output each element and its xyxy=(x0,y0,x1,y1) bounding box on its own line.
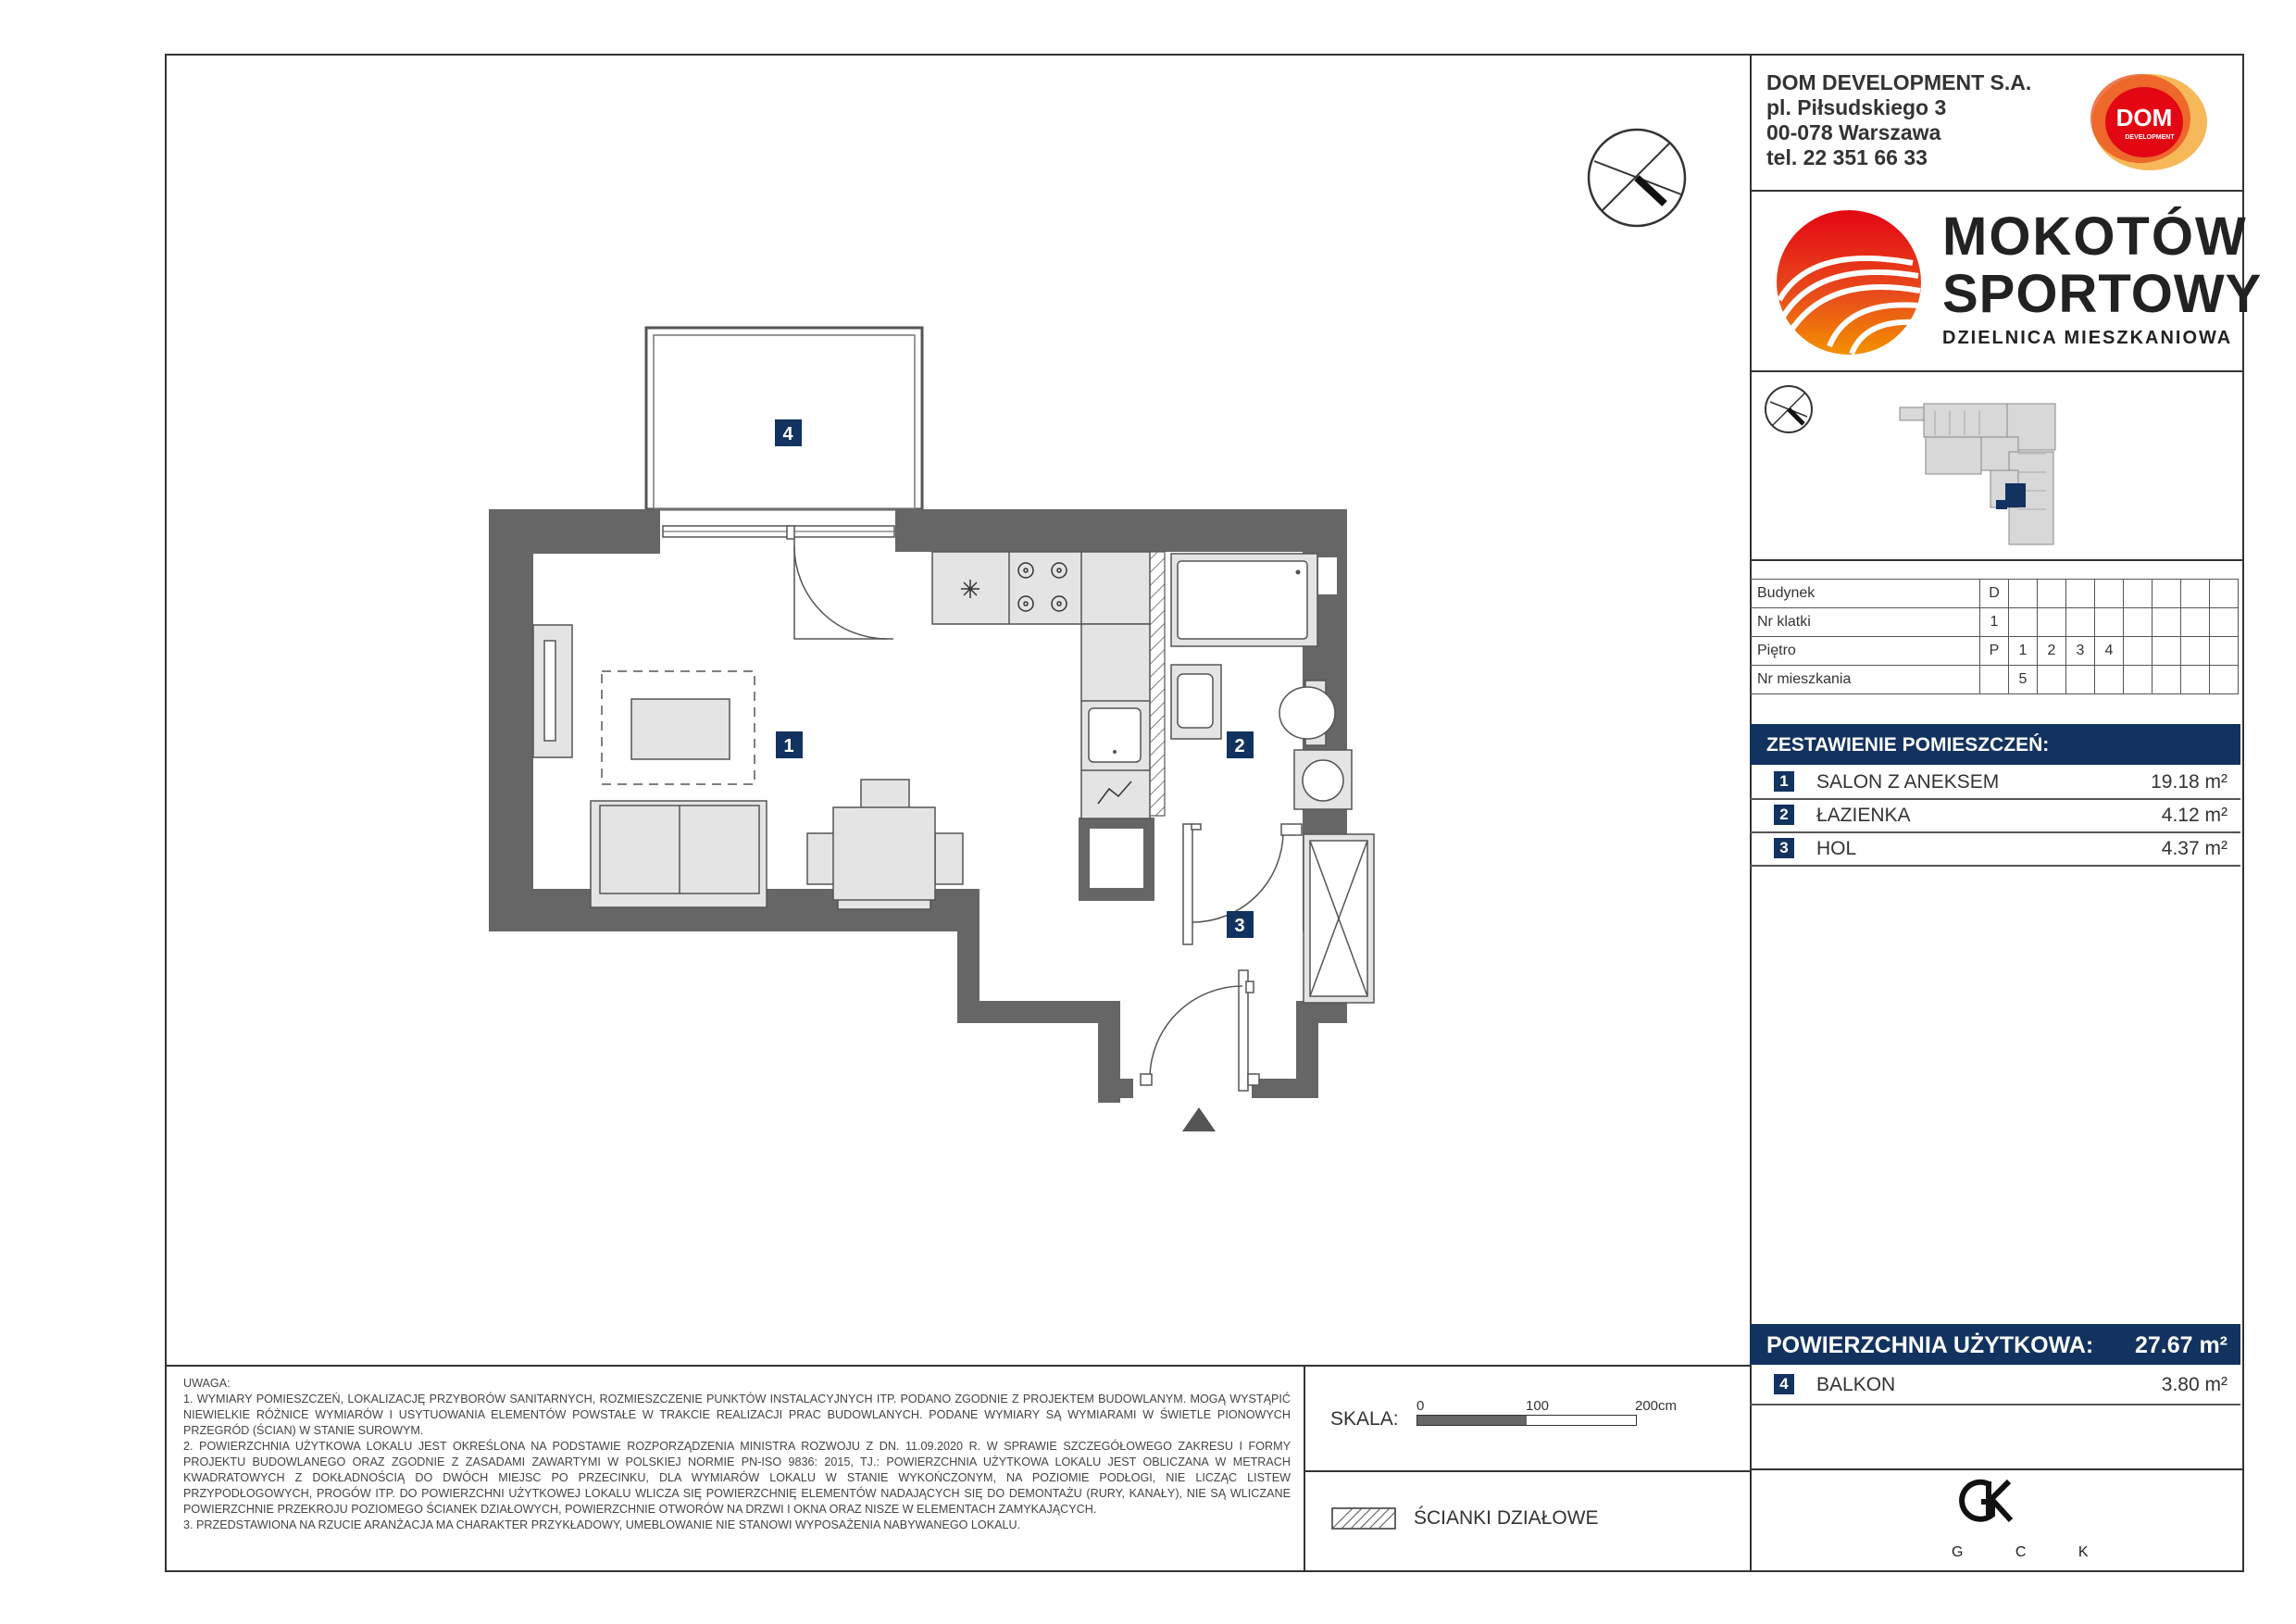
location-cell xyxy=(1980,666,2009,694)
location-cell xyxy=(2210,666,2239,694)
gck-letters: G C K xyxy=(1952,1544,2113,1560)
scale-legend-divider xyxy=(1304,1470,1750,1472)
gck-logo xyxy=(1944,1476,2046,1537)
room-name: SALON Z ANEKSEM xyxy=(1816,771,2000,793)
location-cell xyxy=(2181,608,2210,637)
usable-area-label: POWIERZCHNIA UŻYTKOWA: xyxy=(1766,1332,2094,1358)
compass-small-icon xyxy=(1763,383,1815,435)
plan-label-1: 1 xyxy=(783,736,794,756)
partition-legend-label: ŚCIANKI DZIAŁOWE xyxy=(1414,1507,1599,1529)
rooms-header-label: ZESTAWIENIE POMIESZCZEŃ: xyxy=(1766,734,2050,756)
company-name: DOM DEVELOPMENT S.A. xyxy=(1766,70,2032,94)
location-cell xyxy=(2095,580,2124,608)
building-key-plan xyxy=(1898,398,2083,556)
location-cell xyxy=(2038,580,2066,608)
company-phone: tel. 22 351 66 33 xyxy=(1766,145,1928,169)
balcony-row xyxy=(1750,1368,2240,1405)
location-cell: D xyxy=(1980,580,2009,608)
location-cell: 1 xyxy=(1980,608,2009,637)
notes-title: UWAGA: xyxy=(183,1377,231,1390)
location-cell xyxy=(2009,608,2038,637)
location-cell xyxy=(2181,637,2210,666)
plan-label-4: 4 xyxy=(782,424,793,444)
note-item: 1. WYMIARY POMIESZCZEŃ, LOKALIZACJĘ PRZYBORÓW SANITARNYCH, ROZMIESZCZENIE PUNKTÓW INSTALACYJNYCH ITP. PODANO ZGODNIE Z PROJEKTEM BUDOWLANYM. MOGĄ WYSTĄPIĆ NIEWIELKIE RÓŻNICE WYMIARÓW I USYTUOWANIA ELEMENTÓW POWSTAŁE W TRAKCIE REALIZACJI PRAC BUDOWLANYCH. PODANE WYMIARY SĄ WYMIARAMI W ŚWIETLE PIONOWYCH PRZEGRÓD (ŚCIAN) W STANIE SUROWYM. xyxy=(183,1393,1291,1437)
scale-bar xyxy=(1416,1415,1637,1426)
room-area: 19.18 m² xyxy=(2151,771,2227,793)
plan-label-2: 2 xyxy=(1234,736,1245,756)
notes-block xyxy=(183,1376,1291,1533)
dom-logo-subtext: DEVELOPMENT xyxy=(2125,134,2175,141)
location-table xyxy=(1750,579,2239,694)
location-cell xyxy=(2124,637,2152,666)
usable-area-bar xyxy=(1750,1324,2240,1365)
location-cell: 5 xyxy=(2009,666,2038,694)
location-row-label: Piętro xyxy=(1750,637,1980,666)
location-cell xyxy=(2152,666,2181,694)
location-cell xyxy=(2095,608,2124,637)
room-row xyxy=(1750,799,2240,833)
location-cell xyxy=(2124,608,2152,637)
location-cell xyxy=(2124,666,2152,694)
floor-plan xyxy=(481,324,1398,1148)
scale-divider xyxy=(1304,1365,1305,1570)
room-number-badge: 3 xyxy=(1774,838,1794,858)
location-row xyxy=(1750,608,2239,637)
company-divider xyxy=(1750,190,2242,192)
project-title-line2: SPORTOWY xyxy=(1942,264,2263,324)
location-cell: 4 xyxy=(2095,637,2124,666)
location-cell xyxy=(2066,580,2095,608)
usable-area-value: 27.67 m² xyxy=(2134,1332,2227,1358)
location-cell xyxy=(2066,666,2095,694)
kitchen-counter xyxy=(932,552,1150,818)
location-cell: 3 xyxy=(2066,637,2095,666)
location-cell xyxy=(2152,637,2181,666)
location-cell xyxy=(2124,580,2152,608)
rooms-header xyxy=(1750,724,2240,765)
room-row xyxy=(1750,766,2240,800)
location-row xyxy=(1750,580,2239,608)
location-row xyxy=(1750,637,2239,666)
location-cell xyxy=(2210,637,2239,666)
compass-north-arrow-icon xyxy=(1585,126,1689,230)
location-cell xyxy=(2181,666,2210,694)
note-item: 2. POWIERZCHNIA UŻYTKOWA LOKALU JEST OKREŚLONA NA PODSTAWIE ROZPORZĄDZENIA MINISTRA ROZWOJU Z DN. 11.09.2020 R. W SPRAWIE SZCZEGÓŁOWEGO ZAKRESU I FORMY PROJEKTU BUDOWLANEGO ORAZ ZGODNIE Z ZASADAMI ZAWARTYMI W POLSKIEJ NORMIE PN-ISO 9836: 2015, TJ.: POWIERZCHNIA UŻYTKOWA LOKALU JEST OBLICZANA W METRACH KWADRATOWYCH Z DOKŁADNOŚCIĄ DO DWÓCH MIEJSC PO PRZECINKU, DLA WYMIARÓW LOKALU W STANIE WYKOŃCZONYM, NA POZIOMIE PODŁOGI, NIE LICZĄC LISTEW PRZYPODŁOGOWYCH, PROGÓW ITP. DO POWIERZCHNI UŻYTKOWEJ LOKALU WLICZA SIĘ POWIERZCHNIĘ ELEMENTÓW NADAJĄCYCH SIĘ DO DEMONTAŻU (RURY, KANAŁY), NIE SĄ WLICZANE POWIERZCHNIE PRZEKROJU POZIOMEGO ŚCIANEK DZIAŁOWYCH, POWIERZCHNIE OTWORÓW NA DRZWI I OKNA ORAZ NISZE W ELEMENTACH ZAMYKAJĄCYCH. xyxy=(183,1440,1291,1516)
location-cell xyxy=(2210,580,2239,608)
room-number-badge: 1 xyxy=(1774,771,1794,792)
location-cell xyxy=(2038,608,2066,637)
key-plan-apartment-highlight xyxy=(2005,483,2026,507)
location-cell: 1 xyxy=(2009,637,2038,666)
scale-tick-100: 100 xyxy=(1526,1398,1550,1414)
room-area: 4.12 m² xyxy=(2161,805,2227,826)
location-cell xyxy=(2038,666,2066,694)
partition-hatch-swatch xyxy=(1331,1507,1396,1530)
entrance-arrow-icon xyxy=(1182,1107,1216,1131)
location-cell xyxy=(2152,580,2181,608)
dom-logo-text: DOM xyxy=(2115,104,2173,131)
fridge-icon xyxy=(961,580,980,598)
balcony-number-badge: 4 xyxy=(1774,1374,1794,1394)
scale-tick-0: 0 xyxy=(1416,1398,1425,1414)
keyplan-divider xyxy=(1750,559,2242,561)
coffee-table xyxy=(631,699,730,759)
company-info xyxy=(1766,70,2031,170)
scale-tick-200: 200cm xyxy=(1635,1398,1678,1414)
room-row xyxy=(1750,832,2240,867)
location-row xyxy=(1750,666,2239,694)
location-cell xyxy=(2009,580,2038,608)
balcony-area: 3.80 m² xyxy=(2161,1374,2227,1395)
balcony-outline xyxy=(646,328,922,509)
balcony-name: BALKON xyxy=(1816,1374,1896,1395)
location-cell xyxy=(2181,580,2210,608)
gck-divider xyxy=(1750,1468,2242,1470)
room-number-badge: 2 xyxy=(1774,805,1794,825)
project-title-line1: MOKOTÓW xyxy=(1942,206,2248,267)
location-cell xyxy=(2066,608,2095,637)
location-row-label: Nr klatki xyxy=(1750,608,1980,637)
location-cell xyxy=(2095,666,2124,694)
room-name: HOL xyxy=(1816,838,1857,859)
hall-wardrobe xyxy=(1303,833,1377,1006)
location-cell: P xyxy=(1980,637,2009,666)
location-row-label: Nr mieszkania xyxy=(1750,666,1980,694)
company-address-city: 00-078 Warszawa xyxy=(1766,120,1941,144)
project-subtitle: DZIELNICA MIESZKANIOWA xyxy=(1942,328,2233,348)
dom-development-logo xyxy=(2083,65,2211,174)
location-cell xyxy=(2210,608,2239,637)
plan-label-3: 3 xyxy=(1234,916,1245,936)
company-address-street: pl. Piłsudskiego 3 xyxy=(1766,95,1947,119)
room-name: ŁAZIENKA xyxy=(1816,805,1911,826)
mokotow-sportowy-emblem xyxy=(1774,207,1924,357)
location-cell: 2 xyxy=(2038,637,2066,666)
location-cell xyxy=(2152,608,2181,637)
room-area: 4.37 m² xyxy=(2161,838,2227,859)
location-row-label: Budynek xyxy=(1750,580,1980,608)
project-divider xyxy=(1750,370,2242,372)
kitchen-sink xyxy=(1089,708,1141,762)
partition-wall xyxy=(1150,552,1165,816)
note-item: 3. PRZEDSTAWIONA NA RZUCIE ARANŻACJA MA CHARAKTER PRZYKŁADOWY, UMEBLOWANIE NIE STANOWI WYPOSAŻENIA NABYWANEGO LOKALU. xyxy=(183,1518,1021,1531)
scale-label: SKALA: xyxy=(1330,1408,1399,1430)
notes-top-divider xyxy=(165,1365,1750,1367)
